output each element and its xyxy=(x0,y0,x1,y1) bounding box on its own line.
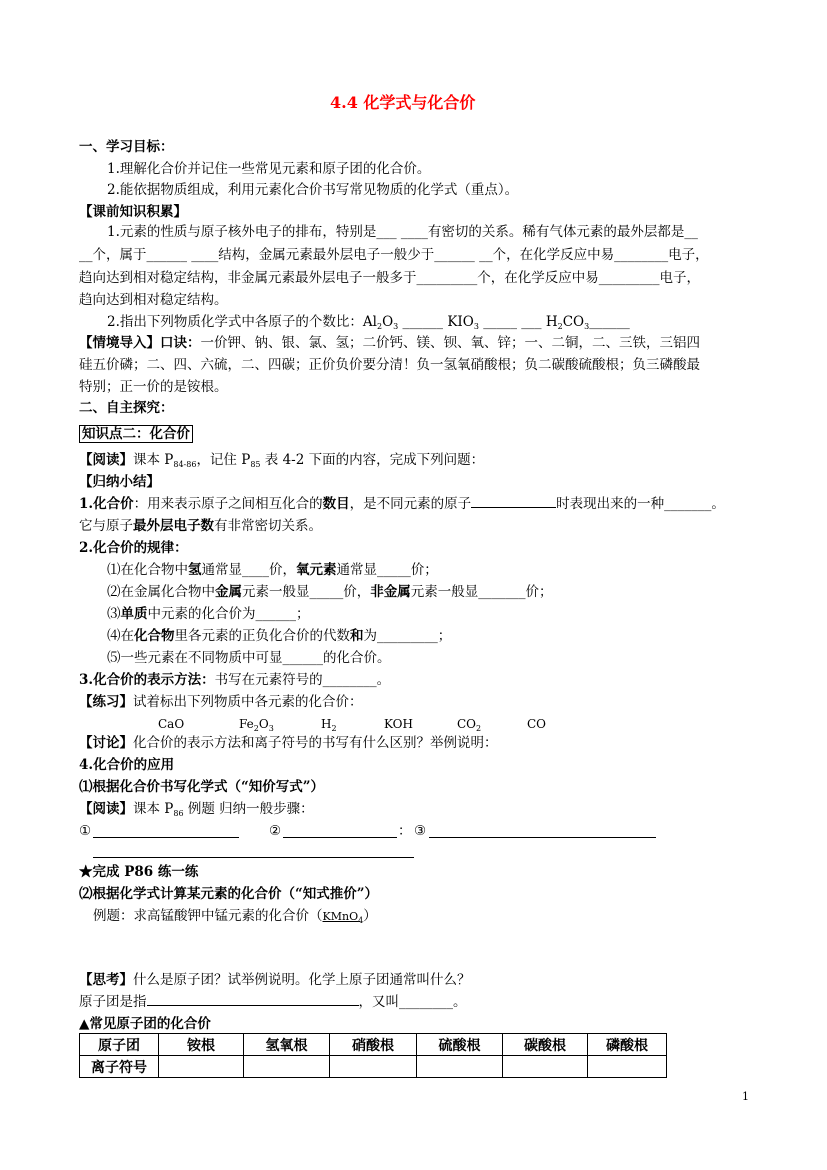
application-sub2: ⑵根据化学式计算某元素的化合价（“知式推价”） xyxy=(79,886,379,902)
table-header-cell: 碳酸根 xyxy=(503,1034,588,1056)
prior-q1-line1: 1.元素的性质与原子核外电子的排布，特别是___ ____有密切的关系。稀有气体元素的最外层都是__ xyxy=(107,224,698,240)
step-1-blank[interactable] xyxy=(93,837,239,838)
table-header-cell: 铵根 xyxy=(159,1034,244,1056)
goal-2: 2.能依据物质组成，利用元素化合价书写常见物质的化学式（重点）。 xyxy=(107,182,519,198)
section-heading-explore: 二、自主探究： xyxy=(79,400,174,416)
step-2-blank[interactable] xyxy=(283,837,397,838)
section-heading-goals: 一、学习目标： xyxy=(79,139,174,155)
prior-q1-line4: 趋向达到相对稳定结构。 xyxy=(79,292,228,308)
rhyme-line1: 【情境导入】口诀：一价钾、钠、银、氯、氢；二价钙、镁、钡、氧、锌；一、二铜，二、三铁，三铝四 xyxy=(79,335,700,351)
task-line: ★完成 P86 练一练 xyxy=(79,864,199,880)
valence-definition-line2: 它与原子最外层电子数有非常密切关系。 xyxy=(79,518,322,534)
table-row-label: 离子符号 xyxy=(80,1056,159,1078)
formula-koh: KOH xyxy=(384,717,413,731)
blank-al2o3[interactable]: ______ xyxy=(398,314,444,330)
rule-2: ⑵在金属化合物中金属元素一般显_____价，非金属元素一般显_______价； xyxy=(107,584,553,600)
step-2-marker: ② xyxy=(269,823,282,839)
rhyme-label: 【情境导入】口诀： xyxy=(79,335,201,351)
formula-kmno4: KMnO$_4$ xyxy=(322,910,364,925)
read-instruction-1: 【阅读】课本 $P_{84-86}$，记住 $P_{85}$ 表 4-2 下面的内容，完成下列问题： xyxy=(79,452,485,469)
application-sub1: ⑴根据化合价书写化学式（“知价写式”） xyxy=(79,779,325,795)
discussion-line: 【讨论】化合价的表示方法和离子符号的书写有什么区别？举例说明： xyxy=(79,735,498,751)
groups-heading: ▲常见原子团的化合价 xyxy=(79,1016,211,1032)
formula-kio3: $KIO_3$ xyxy=(447,314,479,331)
formula-fe2o3: $Fe_2O_3$ xyxy=(239,717,274,733)
blank-definition[interactable] xyxy=(471,494,556,508)
notation-line: 3.化合价的表示方法：书写在元素符号的________。 xyxy=(79,672,391,688)
page-title: 4.4 化学式与化合价 xyxy=(330,93,476,112)
formula-h2co3: $H_2CO_3$ xyxy=(545,314,590,331)
rule-1: ⑴在化合物中氢通常显____价，氧元素通常显_____价； xyxy=(107,562,438,578)
practice-line: 【练习】试着标出下列物质中各元素的化合价： xyxy=(79,694,363,710)
think-line: 【思考】什么是原子团？试举例说明。化学上原子团通常叫什么？ xyxy=(79,972,471,988)
table-cell[interactable] xyxy=(417,1056,503,1078)
formula-co2: $CO_2$ xyxy=(457,717,482,733)
table-header-cell: 氢氧根 xyxy=(244,1034,330,1056)
formula-al2o3: $Al_2O_3$ xyxy=(362,314,399,331)
application-heading: 4.化合价的应用 xyxy=(79,757,175,773)
atomic-group-definition: 原子团是指 ，又叫________。 xyxy=(79,994,467,1010)
step-3-blank[interactable] xyxy=(429,837,656,838)
rhyme-line3: 特别；正一价的是铵根。 xyxy=(79,379,228,395)
formula-h2: $H_2$ xyxy=(321,717,337,733)
step-1-marker: ① xyxy=(79,823,92,839)
atomic-groups-table xyxy=(79,1033,667,1078)
goal-1: 1.理解化合价并记住一些常见元素和原子团的化合价。 xyxy=(107,161,431,177)
step-4-blank[interactable] xyxy=(93,857,414,858)
step-colon: ： xyxy=(398,823,412,839)
table-header-cell: 硝酸根 xyxy=(330,1034,417,1056)
table-header-cell: 原子团 xyxy=(80,1034,159,1056)
prior-q2-label: 2.指出下列物质化学式中各原子的个数比： xyxy=(107,314,363,330)
table-header-row xyxy=(80,1034,667,1056)
blank-h2co3[interactable]: ______ xyxy=(589,314,630,330)
rule-5: ⑸一些元素在不同物质中可显______的化合价。 xyxy=(107,650,391,666)
knowledge-point-box: 知识点二：化合价 xyxy=(79,424,193,444)
page-number: 1 xyxy=(742,1090,749,1103)
summary-heading: 【归纳小结】 xyxy=(79,474,160,490)
formula-cao: CaO xyxy=(158,717,185,731)
formula-co: CO xyxy=(527,717,547,731)
blank-kio3[interactable]: _____ ___ xyxy=(478,314,542,330)
step-3-marker: ③ xyxy=(414,823,427,839)
table-cell[interactable] xyxy=(588,1056,667,1078)
prior-q1-line2: __个，属于______ ____结构，金属元素最外层电子一般少于______ __个，在化学反应中易________电子， xyxy=(79,247,709,263)
valence-definition: 1.化合价：用来表示原子之间相互化合的数目，是不同元素的原子 时表现出来的一种_______。 xyxy=(79,496,725,512)
table-cell[interactable] xyxy=(503,1056,588,1078)
prior-knowledge-heading: 【课前知识积累】 xyxy=(79,204,187,220)
table-cell[interactable] xyxy=(159,1056,244,1078)
table-cell[interactable] xyxy=(244,1056,330,1078)
prior-q1-line3: 趋向达到相对稳定结构，非金属元素最外层电子一般多于_________个，在化学反应中易_________电子， xyxy=(79,270,700,286)
blank-atomic-group[interactable] xyxy=(147,992,359,1006)
table-header-cell: 磷酸根 xyxy=(588,1034,667,1056)
read-instruction-2: 【阅读】课本 $P_{86}$ 例题 归纳一般步骤： xyxy=(79,801,314,818)
rule-3: ⑶单质中元素的化合价为______； xyxy=(107,606,310,622)
table-header-cell: 硫酸根 xyxy=(417,1034,503,1056)
table-row xyxy=(80,1056,667,1078)
example-line: 例题：求高锰酸钾中锰元素的化合价（KMnO$_4$） xyxy=(93,908,377,925)
rhyme-line2: 硅五价磷；二、四、六硫，二、四碳；正价负价要分清！负一氢氧硝酸根；负二碳酸硫酸根；负三磷酸最 xyxy=(79,357,700,373)
table-cell[interactable] xyxy=(330,1056,417,1078)
rule-4: ⑷在化合物里各元素的正负化合价的代数和为_________； xyxy=(107,628,452,644)
rules-heading: 2.化合价的规律： xyxy=(79,540,188,556)
